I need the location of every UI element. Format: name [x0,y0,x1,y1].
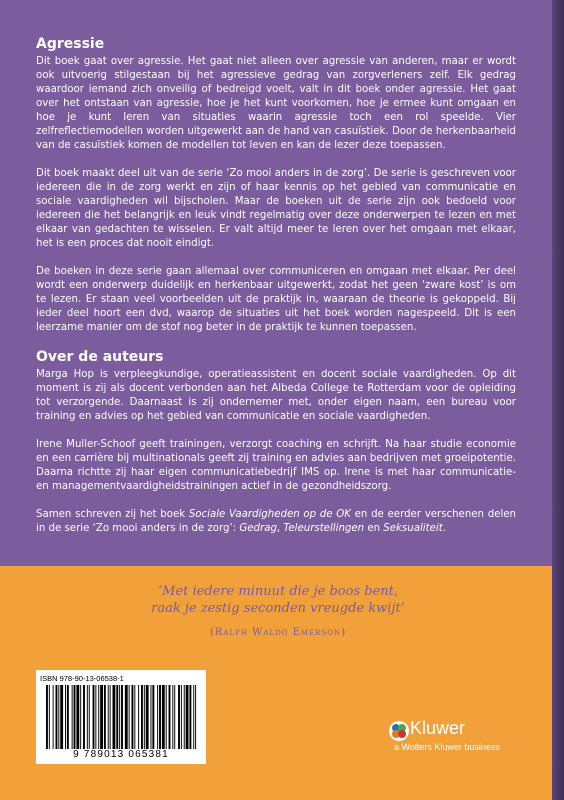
book-title: Seksualiteit [383,523,443,534]
barcode-number: 9 789013 065381 [73,749,169,760]
text-fragment: , [276,523,284,534]
back-cover-text [36,36,516,536]
spine-edge [552,0,564,800]
joint-books-paragraph [36,508,516,536]
quote-block [118,583,438,638]
series-books-paragraph: De boeken in deze serie gaan allemaal over communiceren en omgaan met elkaar. Per deel wordt een onderwerp duidelijk en herkenbaar uitgewerkt, zodat het geen ‘zware kost’ is om te lezen. Er staan veel voorbeelden uit de praktijk in, waaraan de theorie is gekoppeld. Bij ieder deel hoort een dvd, waarop de situaties uit het boek worden nagespeeld. Dit is een leerzame manier om de stof nog beter in de praktijk te kunnen toepassen. [36,266,516,333]
text-fragment: Samen schreven zij het boek [36,509,189,520]
publisher-name: Kluwer [410,718,466,738]
barcode-box [36,670,206,764]
quote-author: (Ralph Waldo Emerson) [209,627,347,638]
text-fragment: . [442,523,446,534]
section-heading-authors: Over de auteurs [36,349,164,365]
text-fragment: en de eerder verschenen delen in de serie ‘Zo mooi anders in de zorg’: [36,509,516,534]
quote-line-2: raak je zestig seconden vreugde kwijt’ [151,601,405,616]
barcode-image [44,685,198,749]
publisher-tagline: a Wolters Kluwer business [394,742,500,752]
isbn-label: ISBN 978-90-13-06538-1 [40,674,124,683]
author-marga-paragraph: Marga Hop is verpleegkundige, operatieassistent en docent sociale vaardigheden. Op dit moment is zij als docent verbonden aan het Albeda College te Rotterdam voor de opleiding tot verzorgende. Daarnaast is zij ondernemer met, onder eigen naam, een bureau voor training en advies op het gebied van communicatie en sociale vaardigheden. [36,369,516,422]
author-irene-paragraph: Irene Muller-Schoof geeft trainingen, verzorgt coaching en schrijft. Na haar studie economie en een carrière bij multinationals geeft zij training en advies aan bedrijven met groeipotentie. Daarna richtte zij haar eigen communicatiebedrijf IMS op. Irene is met haar communicatie- en managementvaardigheidstrainingen actief in de gezondheidszorg. [36,439,516,492]
intro-paragraph: Dit boek gaat over agressie. Het gaat niet alleen over agressie van anderen, maar er wordt ook uitvoerig stilgestaan bij het agressieve gedrag van zorgverleners zelf. Elk gedrag waardoor iemand zich onveilig of bedreigd voelt, valt in dit boek onder agressie. Het gaat over het ontstaan van agressie, hoe je het kunt voorkomen, hoe je ermee kunt omgaan en hoe je kunt leren van situaties waarin agressie toch een rol speelde. Vier zelfreflectiemodellen worden uitgewerkt aan de hand van casuïstiek. Door de herkenbaarheid van de casuïstiek komen de modellen tot leven en kan de lezer deze toepassen. [36,56,516,151]
text-fragment: en [364,523,384,534]
section-heading-agressie: Agressie [36,36,105,52]
book-title: Teleurstellingen [283,523,365,534]
book-title: Gedrag [239,523,277,534]
book-title: Sociale Vaardigheden op de OK [188,509,351,520]
kluwer-logo-icon [388,720,410,742]
series-paragraph: Dit boek maakt deel uit van de serie ‘Zo mooi anders in de zorg’. De serie is geschreven voor iedereen die in de zorg werkt en zijn of haar kennis op het gebied van communicatie en sociale vaardigheden wil bijscholen. Maar de boeken uit de serie zijn ook bedoeld voor iedereen die het belangrijk en leuk vindt regelmatig over deze onderwerpen te lezen en met elkaar van gedachten te wisselen. Er valt altijd meer te leren over het omgaan met elkaar, het is een proces dat nooit eindigt. [36,168,516,249]
quote-line-1: ‘Met iedere minuut die je boos bent, [157,584,399,599]
